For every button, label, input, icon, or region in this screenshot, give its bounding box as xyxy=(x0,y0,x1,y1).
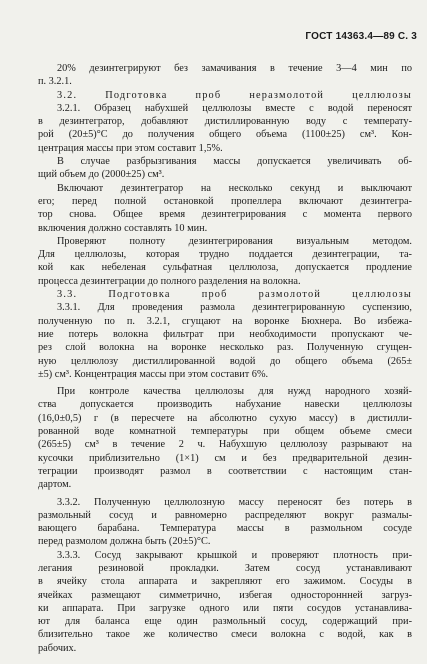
paragraph xyxy=(38,62,412,89)
text-line: ние потерь волокна фильтрат при необходимости пропускают че- xyxy=(38,328,412,340)
text-line: легания резиновой прокладки. Затем сосуд устанавливают xyxy=(38,562,412,574)
text-line: (265±5) см³ в течение 2 ч. Набухшую целлюлозу разрывают на xyxy=(38,439,412,451)
text-line: теграции производят размол в соответствии с настоящим стан- xyxy=(38,465,412,477)
text-line: его; перед полной остановкой пропеллера включают дезинтегра- xyxy=(38,195,412,207)
text-line: включения должно составлять 10 мин. xyxy=(38,222,208,234)
paragraph xyxy=(38,182,412,235)
text-line: полученную по п. 3.2.1, сгущают на воронке Бюхнера. Во избежа- xyxy=(38,315,412,327)
text-line: ±5) см³. Концентрация массы при этом составит 6%. xyxy=(38,368,269,380)
text-line: Проверяют полноту дезинтегрирования визуальным методом. xyxy=(57,235,412,247)
text-line: рой (20±5)°С до получения общего объема (1100±25) см³. Кон- xyxy=(38,129,412,141)
paragraph xyxy=(38,301,412,381)
text-line: близительно такое же количество смеси волокна с водой, как в xyxy=(38,629,412,641)
paragraph xyxy=(38,385,412,491)
text-line: центрация массы при этом составит 1,5%. xyxy=(38,142,223,154)
text-line: (16,0±0,5) г (в пересчете на абсолютно сухую массу) в дистилли- xyxy=(38,412,412,424)
text-line: тор снова. Общее время дезинтегрирования с момента первого xyxy=(38,209,412,221)
text-line: ки аппарата. При загрузке одного или пяти сосудов устанавлива- xyxy=(38,602,412,614)
text-line: п. 3.2.1. xyxy=(38,76,72,88)
page-header: ГОСТ 14363.4—89 С. 3 xyxy=(305,31,417,42)
text-line: рез слой волокна на воронке несколько раз. Полученную сгущен- xyxy=(38,342,412,354)
text-line: дартом. xyxy=(38,479,72,491)
text-line: 3.3.3. Сосуд закрывают крышкой и проверяют плотность при- xyxy=(57,549,412,561)
text-line: 3.3.1. Для проведения размола дезинтегрированную суспензию, xyxy=(57,302,412,314)
paragraph xyxy=(38,235,412,288)
text-line: При контроле качества целлюлозы для нужд народного хозяй- xyxy=(57,386,412,398)
text-line: ют для баланса еще один размольный сосуд, содержащий при- xyxy=(38,616,412,628)
paragraph xyxy=(38,549,412,655)
text-line: 3.2.1. Образец набухшей целлюлозы вместе с водой переносят xyxy=(57,102,412,114)
text-line: вающего барабана. Температура массы в размольном сосуде xyxy=(38,523,412,535)
paragraph xyxy=(38,496,412,549)
text-line: ную целлюлозу дистиллированной водой до общего объема (265± xyxy=(38,355,412,367)
text-line: перед размолом должна быть (20±5)°С. xyxy=(38,536,211,548)
text-line: размольный сосуд и равномерно распределяют вокруг размалы- xyxy=(38,509,412,521)
text-line: кой как небеленая сульфатная целлюлоза, допускается продление xyxy=(38,262,412,274)
paragraph xyxy=(38,102,412,155)
text-line: ства допускается производить набухание навески целлюлозы xyxy=(38,399,412,411)
paragraph xyxy=(38,155,412,182)
text-line: в дезинтегратор, добавляют дистиллированную воду с температу- xyxy=(38,116,412,128)
text-line: рованной воде комнатной температуры при общем объеме смеси xyxy=(38,426,412,438)
text-line: В случае разбрызгивания массы допускается увеличивать об- xyxy=(57,156,412,168)
text-line: кусочки приблизительно (1×1) см и без предварительной дезин- xyxy=(38,452,412,464)
section-heading xyxy=(38,288,412,301)
text-line: рабочих. xyxy=(38,642,77,654)
document-body xyxy=(38,62,412,655)
text-line: ячейках размещают симметрично, избегая одностороннней загруз- xyxy=(38,589,412,601)
text-line: 20% дезинтегрируют без замачивания в течение 3—4 мин по xyxy=(57,63,412,74)
section-heading xyxy=(38,89,412,102)
text-line: процесса дезинтеграции до полного разделения на волокна. xyxy=(38,275,301,287)
text-line: Для целлюлозы, которая трудно поддается дезинтеграции, та- xyxy=(38,249,412,261)
text-line: 3.3.2. Полученную целлюлозную массу переносят без потерь в xyxy=(57,496,412,508)
text-line: в ячейку стола аппарата и закрепляют его зажимом. Сосуды в xyxy=(38,576,412,588)
text-line: щий объем до (2000±25) см³. xyxy=(38,169,165,181)
text-line: 3.2. Подготовка проб неразмолотой целлюлозы xyxy=(57,89,412,101)
text-line: 3.3. Подготовка проб размолотой целлюлозы xyxy=(57,289,412,301)
text-line: Включают дезинтегратор на несколько секунд и выключают xyxy=(57,182,412,194)
